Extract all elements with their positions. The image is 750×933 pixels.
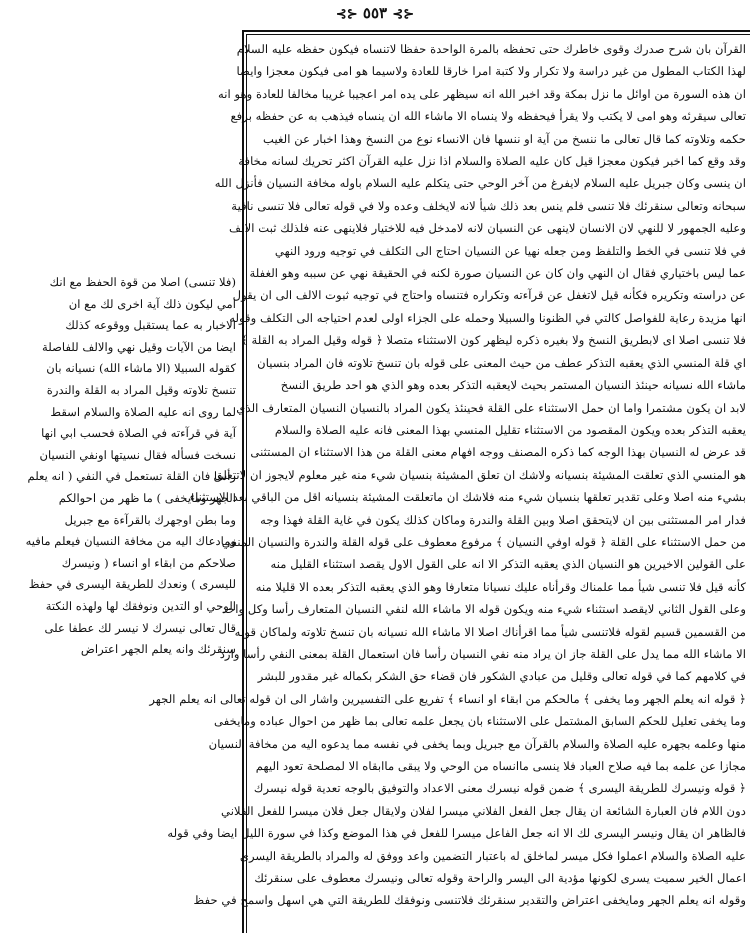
text-line: وقد وقع كما اخبر فيكون معجزا قيل كان عليه الصلاة والسلام اذا نزل عليه القرآن اكثر تحريك لسانه مخافة xyxy=(238,154,746,169)
text-line: مجازا عن علمه بما فيه صلاح العباد فلا ينسى ماانساه من الوحي ولا يبقى ماابقاه الا لمصلحة تعود اليهم xyxy=(255,759,746,773)
text-line: دون اللام فان العبارة الشائعة ان يقال جعل الفعل الفلاني ميسرا لفلان ولايقال جعل فلان ميسرا للفعل الفلاني xyxy=(220,803,746,818)
text-line: وعلى القول الثاني لايقصد استثناء شيء منه ويكون قوله الا ماشاء الله لنفي النسيان المتعارف رأسا وكل واحد xyxy=(221,602,746,617)
text-line: ان هذه السورة من اوائل ما نزل بمكة وقد اخبر الله انه سيظهر على يده امر اعجيبا غريبا مخالفا للعادة وهو انه xyxy=(217,86,746,101)
text-line: وما يخفى تعليل للحكم السابق المشتمل على الاستثناء بان يجعل علمه تعالى بما ظهر من احوال عباده ومايخفى xyxy=(214,714,746,729)
text-line: سبحانه وتعالى سنقرئك فلا تنسى فلم ينس بعد ذلك شيأ لانه لايخلف وعده ولا في قوله تعالى فلا تنسى نافية xyxy=(231,198,746,213)
margin-text-line: ومادعاك اليه من مخافة النسيان فيعلم مافيه xyxy=(25,534,236,549)
text-line: لهذا الكتاب المطول من غير دراسة ولا تكرار ولا كتبة امرا خارقا للعادة ولاسيما هو امى فيكون معجزا وايضا xyxy=(236,64,746,79)
text-line: هو المنسي الذي تعلقت المشيئة بنسيانه ولاشك ان تعلق المشيئة بنسيان شيء منه غير معلوم لايجوز ان لاتتعلق xyxy=(213,467,746,482)
text-line: ان ينسى وكان جبريل عليه السلام لايفرغ من آخر الوحي حتى يتكلم عليه السلام باوله مخافة النسيان فأنزل الله xyxy=(214,176,746,191)
margin-text-line: تنسخ تلاوته وقيل المراد به القلة والندرة xyxy=(46,382,236,397)
text-line: ﴿ قوله انه يعلم الجهر وما يخفى ﴾ مالحكم من ابقاء او انساء ﴾ تفريع على التفسيرين واشار الى ان قوله تعالى انه يعلم الجهر xyxy=(149,691,746,706)
margin-text-line: ايضا من الآيات وقيل نهي والالف للفاصلة xyxy=(42,339,236,354)
text-line: حكمه وتلاوته كما قال تعالى ما ننسخ من آية او ننسها فان الانساء نوع من النسخ وهذا اخبار عن الغيب xyxy=(263,131,746,146)
text-line: ﴿ قوله ونيسرك للطريقة اليسرى ﴾ ضمن قوله نيسرك معنى الاعداد والتوفيق بالوجه تعدية قوله نيسرك xyxy=(253,781,746,796)
text-line: القرآن بان شرح صدرك وقوى خاطرك حتى تحفظه بالمرة الواحدة حفظا لاتنساه فيكون حفظه عليه السلام xyxy=(236,42,746,56)
margin-text-line: امي ليكون ذلك آية اخرى لك مع ان xyxy=(68,296,236,311)
page-header xyxy=(0,4,750,28)
text-line: وعليه الجمهور لا للنهي لان الانسان لاينهى عن النسيان لانه لامدخل فيه للاختيار فلاينهى عنه فلذلك ثبت الالف xyxy=(228,221,746,236)
text-line: ماشاء الله نسيانه حينئذ النسيان المستمر بحيث لايعقبه التذكر بعده وهو الذي هو احد طريق النسخ xyxy=(280,378,746,393)
margin-text-line: وما بطن اوجهرك بالقرآءة مع جبريل xyxy=(64,512,236,527)
text-line: فلا تنسى اصلا اى لابطريق النسخ ولا بغيره ذكره ليظهر كون الاستثناء متصلا ﴿ قوله وقيل المراد به القلة ﴾ xyxy=(240,333,746,348)
text-line: الا ماشاء الله مما يدل على القلة جاز ان يراد منه نفي النسيان رأسا فان استعمال القلة بمعنى النفي رأسا وارد xyxy=(219,646,746,661)
margin-text-line: الاخبار به عما يستقبل ووقوعه كذلك xyxy=(65,318,236,333)
text-line: في كلامهم كما في قوله تعالى وقليل من عبادي الشكور فان قضاء حق الشكر بكماله غير مقدور للبشر xyxy=(257,669,746,684)
margin-text-line: لليسرى ) ونعدك للطريقة اليسرى في حفظ xyxy=(28,577,236,592)
text-line: منها وعلمه بجهره عليه الصلاة والسلام بالقرآن مع جبريل وبما يخفى في نفسه مما يدعوه اليه من مخافة النسيان xyxy=(208,736,746,751)
text-line: قد عرض له النسيان بهذا الوجه كما ذكره المصنف ووجه افهام معنى القلة من هذا الاستثناء ان المستثنى xyxy=(250,445,746,460)
margin-text-line: قال تعالى نيسرك لا نيسر لك عطفا على xyxy=(44,620,236,635)
margin-text-line: (فلا تنسى) اصلا من قوة الحفظ مع انك xyxy=(49,275,236,289)
text-line: تعالى سيقرئه وهو امى لا يكتب ولا يقرأ فيحفظه ولا ينساه الا ماشاء الله ان ينساه فيذهب به عن حفظه برفع xyxy=(230,109,746,124)
text-line: عما ليس باختياري فقال ان النهي وان كان عن النسيان صورة لكنه في الحقيقة نهي عن سببه وهو الغفلة xyxy=(249,266,746,281)
text-line: يعقبه التذكر بعده ويكون المقصود من الاستثناء تقليل المنسي بهذا المعنى فانه عليه الصلاة والسلام xyxy=(274,422,746,437)
ornament-right: ⊰⊱ xyxy=(335,7,358,22)
margin-text-line: آية في قرآءته في الصلاة فحسب ابي انها xyxy=(41,426,236,441)
page-number: ٥٥٣ xyxy=(362,4,388,22)
text-line: لابد ان يكون مشتمرا واما ان حمل الاستثناء على القلة فحينئذ يكون المراد بالنسيان النسيان المتعارف الذي xyxy=(236,400,746,415)
text-line: انها مزيدة رعاية للفواصل كالتي في الظنونا والسبيلا وحمله على الجزاء اولى لعدم احتياجه الى التكلف وقوله xyxy=(229,310,746,325)
text-line: وقوله انه يعلم الجهر ومايخفى اعتراض والتقدير سنقرئك فلاتنسى ونوفقك للطريقة التي هي اسهل واسمح في حفظ xyxy=(193,893,746,908)
margin-text-line: لما روى انه عليه الصلاة والسلام اسقط xyxy=(50,404,236,419)
margin-text-line: كقوله السبيلا (الا ماشاء الله) نسيانه بان xyxy=(46,361,236,376)
margin-commentary xyxy=(0,272,236,661)
margin-text-line: صلاحكم من ابقاء او انساء ( ونيسرك xyxy=(61,555,236,570)
margin-text-line: الوحي او التدين ونوفقك لها ولهذه النكتة xyxy=(45,598,236,613)
text-line: اي قلة المنسي الذي يعقبه التذكر عطف من حيث المعنى على قوله بان تنسخ تلاوته فان المراد بنسيان xyxy=(257,355,746,370)
ornament-left: ⊰⊱ xyxy=(392,7,415,22)
margin-text-line: رأسا فان القلة تستعمل في النفي ( انه يعلم xyxy=(27,469,236,484)
text-line: عليه الصلاة والسلام اعملوا فكل ميسر لماخلق له باعتبار التضمين واعد ووفق له والمراد بالطريقة اليسرى xyxy=(239,848,746,863)
text-line: من حمل الاستثناء على القلة ﴿ قوله اوفي النسيان ﴾ مرفوع معطوف على قوله القلة والندرة والنسيان المنفي xyxy=(221,534,746,549)
text-line: فدار امر المستثنى بين ان لايتحقق اصلا وبين القلة والندرة وماكان كذلك يكون في غاية القلة فهذا وجه xyxy=(260,512,746,527)
text-line: فالظاهر ان يقال ونيسر اليسرى لك الا انه جعل الفاعل ميسرا للفعل في هذا الموضع وكذا في سورة الليل ايضا وفي قوله xyxy=(167,826,746,841)
margin-text-line: سنقرئك وانه يعلم الجهر اعتراض xyxy=(80,642,236,657)
text-line: عن دراسته وتكريره فكأنه قيل لاتغفل عن قرآءته وتكراره فتنساه واحتاج في توجيه ثبوت الالف الى ان يقول xyxy=(232,288,746,303)
margin-text-line: نسخت فسأله فقال نسيتها اونفي النسيان xyxy=(39,447,236,462)
text-line: اعمال الخير سميت يسرى لكونها مؤدية الى اليسر والراحة وقوله تعالى ونيسرك معطوف على سنقرئك xyxy=(254,871,746,886)
text-line: على القولين الاخيرين هو النسيان الذي يعقبه التذكر الا انه على القول الاول يقصد استثناء القليل منه xyxy=(270,557,746,572)
text-line: بشيء منه اصلا وعلى تقدير تعلقها بنسيان شيء منه فلاشك ان ماتعلقت المشيئة بنسيانه اقل من الباقي بعد الاستثناء xyxy=(189,490,746,505)
text-line: في فلا تنسى في الخط والتلفظ ومن جعله نهيا عن النسيان احتاج الى التكلف في توجيه ورود النهي xyxy=(274,243,746,258)
margin-text-line: الجهر ومايخفى ) ما ظهر من احوالكم xyxy=(58,490,236,505)
text-line: كأنه قيل فلا تنسى شيأ مما علمناك وقرأناه عليك نسيانا متعارفا وهو الذي يعقبه التذكر بعده الا قليلا منه xyxy=(255,579,746,594)
text-line: من القسمين قسيم لقوله فلاتنسى شيأ مما اقرأناك اصلا الا ماشاء الله نسيانه بان تنسخ تلاوته ولماكان قوله xyxy=(234,624,746,639)
